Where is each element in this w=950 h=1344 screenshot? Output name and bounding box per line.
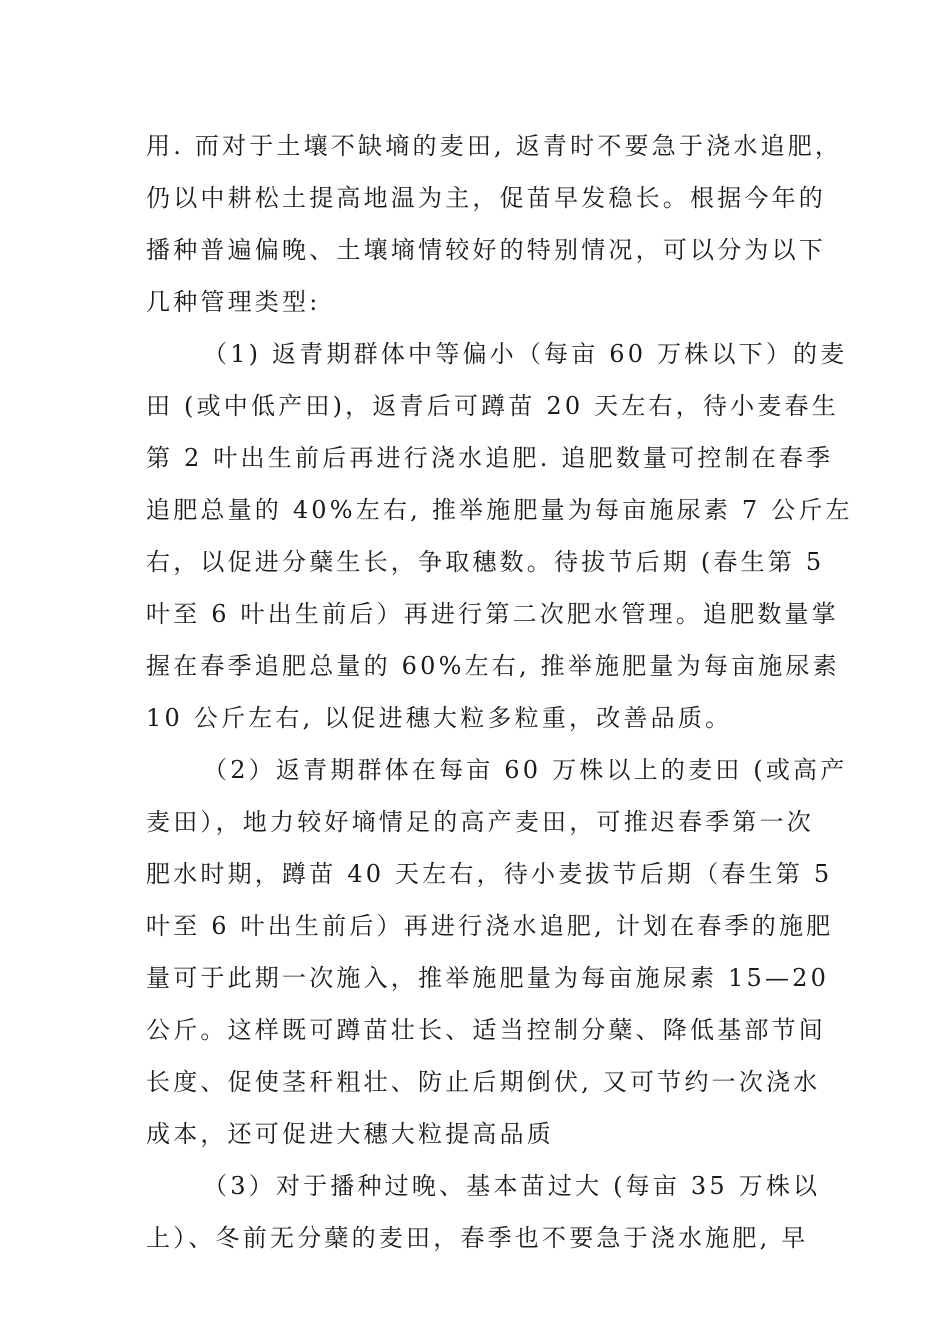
text-line: 叶至 6 叶出生前后）再进行浇水追肥, 计划在春季的施肥 (146, 912, 834, 940)
text-line: 肥水时期，蹲苗 40 天左右，待小麦拔节后期（春生第 5 (146, 860, 833, 888)
paragraph-1-start: （1) 返青期群体中等偏小（每亩 60 万株以下）的麦 (203, 340, 848, 368)
text-line: 播种普遍偏晚、土壤墒情较好的特别情况，可以分为以下 (146, 236, 826, 264)
text-line: 量可于此期一次施入，推举施肥量为每亩施尿素 15—20 (146, 964, 830, 992)
text-line: 公斤。这样既可蹲苗壮长、适当控制分蘖、降低基部节间 (146, 1016, 826, 1044)
text-line: 第 2 叶出生前后再进行浇水追肥. 追肥数量可控制在春季 (146, 444, 834, 472)
text-line: 握在春季追肥总量的 60%左右, 推举施肥量为每亩施尿素 (146, 652, 840, 680)
text-line: 几种管理类型: (146, 288, 321, 316)
text-line: 田 (或中低产田)，返青后可蹲苗 20 天左右，待小麦春生 (146, 392, 839, 420)
text-line: 追肥总量的 40%左右, 推举施肥量为每亩施尿素 7 公斤左 (146, 496, 853, 524)
paragraph-2-start: （2）返青期群体在每亩 60 万株以上的麦田 (或高产 (203, 756, 848, 784)
text-line: 右，以促进分蘖生长，争取穗数。待拔节后期 (春生第 5 (146, 548, 825, 576)
text-line: 成本，还可促进大穗大粒提高品质 (146, 1120, 554, 1148)
text-line: 上）、冬前无分蘖的麦田，春季也不要急于浇水施肥, 早 (146, 1224, 809, 1252)
text-line: 10 公斤左右, 以促进穗大粒多粒重，改善品质。 (146, 704, 733, 732)
text-line: 叶至 6 叶出生前后）再进行第二次肥水管理。追肥数量掌 (146, 600, 839, 628)
text-line: 仍以中耕松土提高地温为主，促苗早发稳长。根据今年的 (146, 184, 826, 212)
text-line: 长度、促使茎秆粗壮、防止后期倒伏, 又可节约一次浇水 (146, 1068, 821, 1096)
text-line: 麦田），地力较好墒情足的高产麦田，可推迟春季第一次 (146, 808, 814, 836)
paragraph-3-start: （3）对于播种过晚、基本苗过大 (每亩 35 万株以 (203, 1172, 821, 1200)
text-line: 用. 而对于土壤不缺墒的麦田, 返青时不要急于浇水追肥， (146, 132, 843, 160)
